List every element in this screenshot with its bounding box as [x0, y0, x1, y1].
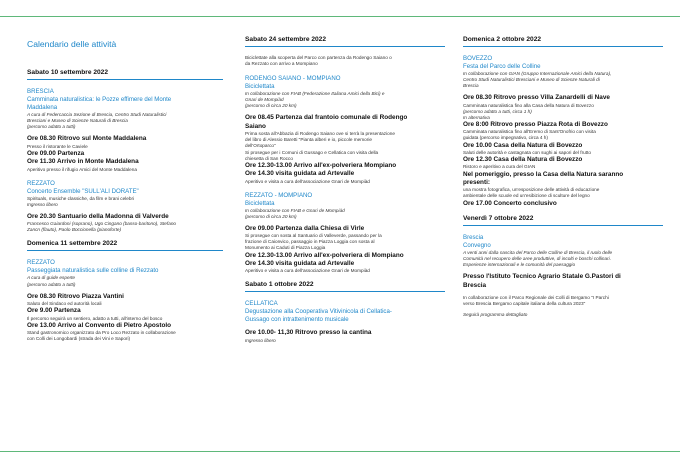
date-heading: Domenica 11 settembre 2022	[27, 240, 223, 251]
event-title: Concerto Ensemble "SULL'ALI DORATE"	[27, 187, 139, 195]
event-detail: guidata (percorso impegnativo, circa 4 h)	[463, 135, 548, 141]
event-detail: chiesetta di San Rocco	[245, 155, 293, 161]
event-title: Degustazione alla Cooperativa Vitivinicola di Cellatica-	[245, 308, 392, 316]
event-note: (percorso adatto a tutti)	[27, 124, 76, 130]
event-time: Ore 8:00 Ritrovo presso Piazza Rota di Bovezzo	[463, 120, 608, 128]
event-detail: Spirituals, musiche classiche, da film e brani celebri	[27, 195, 135, 201]
event-place: REZZATO	[27, 259, 55, 267]
event-note: (percorso di circa 20 km)	[245, 103, 297, 109]
event-time: Ore 10.00 Casa della Natura di Bovezzo	[463, 141, 583, 149]
event-detail: frazione di Caionvico, passaggio in Piazza Loggia con sosta al	[245, 239, 375, 245]
event-time: Ore 14.30 visita guidata ad Artevalle	[245, 170, 355, 178]
event-detail: con Colli dei Longobardi (strada dei Vini e Sapori)	[27, 336, 131, 342]
page-title: Calendario delle attività	[27, 39, 117, 49]
event-detail: Monumento ai Caduti di Piazza Loggia	[245, 245, 326, 251]
event-title: Gussago con intrattenimento musicale	[245, 316, 349, 324]
event-note: In alternativa	[463, 114, 490, 120]
event-detail: Si prosegue per i Comuni di Gussago e Cellatica con visita della	[245, 149, 379, 155]
event-note: Centro Studi Naturalistici Bresciani e Museo di Scienze Naturali di	[463, 77, 600, 83]
event-note: Bresciani e Museo di Scienze Naturali di Brescia	[27, 118, 128, 124]
event-time: Ore 10.00- 11,30 Ritrovo presso la cantina	[245, 329, 372, 337]
column-1	[27, 36, 223, 349]
event-time: Ore 9.00 Partenza	[27, 307, 81, 315]
event-time: Ore 11.30 Arrivo in Monte Maddalena	[27, 158, 139, 166]
event-place: BRESCIA	[27, 88, 54, 95]
top-divider	[0, 16, 680, 17]
event-detail: In collaborazione con il Parco Regionale dei Colli di Bergamo "I Parchi	[463, 295, 609, 301]
event-cellatica	[245, 300, 445, 344]
event-time: Nel pomeriggio, presso la Casa della Natura saranno	[463, 170, 624, 178]
event-detail: ambientale delle scuole ed un'esibizione di sculture del legno	[463, 193, 590, 199]
event-note: Seguirà programma dettagliato	[463, 312, 528, 318]
event-note: (percorso di circa 20 km)	[245, 213, 297, 219]
event-rezzato-ride	[245, 192, 445, 275]
event-detail: Saluto del Sindaco ed autorità locali	[27, 301, 102, 307]
event-title: Passeggiata naturalistica sulle colline di Rezzato	[27, 267, 159, 275]
event-detail: Il percorso seguirà un sentiero, adatto a tutti, all'interno del bosco	[27, 315, 163, 321]
event-time: Ore 09.00 Partenza	[27, 149, 85, 157]
event-time: Ore 12.30-13.00 Arrivo all'ex-polveriera di Mompiano	[245, 251, 404, 259]
event-detail: Stand gastronomico organizzato da Pro Loco Rezzato in collaborazione	[27, 330, 176, 336]
event-title: Festa del Parco delle Colline	[463, 63, 541, 70]
date-heading: Sabato 1 ottobre 2022	[245, 281, 445, 292]
date-heading: Venerdì 7 ottobre 2022	[463, 215, 663, 226]
event-time: Ore 09.00 Partenza dalla Chiesa di Virle	[245, 224, 365, 232]
event-detail: Aperitivo e visita a cura dell'associazione Gnari de Mompiàd	[245, 178, 370, 184]
event-detail: Aperitivo e visita a cura dell'associazione Gnari de Mompiàd	[245, 268, 370, 274]
event-note: Comunità nel recupero delle aree produttive, di incolti e boschi collinari.	[463, 256, 611, 262]
event-rezzato-concert	[27, 180, 223, 234]
event-note: (percorso adatto a tutti, circa 1 h)	[463, 108, 532, 114]
event-detail: Si prosegue con sosta al Santuario di Valleverde, passando per la	[245, 233, 382, 239]
event-title: Camminata naturalistica: le Pozze effimere del Monte	[27, 96, 172, 103]
event-detail: Ristoro e aperitivo a cura del GIAN	[463, 164, 536, 170]
event-time: Ore 12.30-13.00 Arrivo all'ex-polveriera Mompiano	[245, 161, 397, 169]
event-time: Ore 14.30 visita guidata ad Artevalle	[245, 259, 355, 267]
column-2	[245, 36, 445, 351]
event-place: RODENGO SAIANO - MOMPIANO	[245, 75, 341, 83]
event-convegno	[463, 234, 663, 318]
event-time: Ore 08.45 Partenza dal frantoio comunale di Rodengo	[245, 114, 408, 122]
date-heading: Sabato 10 settembre 2022	[27, 69, 223, 80]
event-bovezzo	[463, 55, 663, 208]
event-title: Maddalena	[27, 104, 58, 111]
event-time: Ore 17.00 Concerto conclusivo	[463, 199, 557, 207]
event-detail: Presso il ristorante le Caviele	[27, 143, 88, 149]
event-title: Convegno	[463, 241, 491, 249]
event-note: Ingresso libero	[27, 201, 58, 207]
event-place: REZZATO - MOMPIANO	[245, 191, 313, 199]
event-note: Ingresso libero	[245, 337, 276, 343]
event-detail: una mostra fotografica, un'esposizione delle attività di educazione	[463, 187, 600, 193]
event-time: Presso l'Istituto Tecnico Agrario Statale G.Pastori di	[463, 273, 621, 281]
event-detail: del libro di Alessio Baretti "Pianta alberi e io, piccole memorie	[245, 137, 372, 143]
event-place: BOVEZZO	[463, 55, 493, 62]
event-time: presenti:	[463, 178, 490, 186]
event-title: Biciclettata	[245, 199, 275, 207]
event-place: REZZATO	[27, 179, 55, 187]
column-3	[463, 36, 663, 325]
event-place: CELLATICA	[245, 300, 278, 308]
event-time: Ore 08.30 Ritrovo Piazza Vantini	[27, 292, 124, 300]
bottom-divider	[0, 451, 680, 452]
event-detail: Prima sosta all'Abbazia di Rodengo Saiano ove si terrà la presentazione	[245, 131, 395, 137]
event-rezzato-walk	[27, 259, 223, 342]
event-note: Gnari de Mompiàd	[245, 97, 284, 103]
event-note: In collaborazione con FIAB (Federazione Italiana Amici della Bici) e	[245, 91, 385, 97]
event-detail: Camminata naturalistica fino all'Eremo di Sant'Onofrio con visita	[463, 129, 596, 135]
event-brescia	[27, 88, 223, 173]
event-note: A cura di guide esperte	[27, 275, 76, 281]
event-time: Ore 20.30 Santuario della Madonna di Valverde	[27, 212, 169, 220]
intro-text: da Rezzato con arrivo a Mompiano	[245, 61, 318, 67]
date-heading: Domenica 2 ottobre 2022	[463, 36, 663, 47]
event-title: Biciclettata	[245, 83, 275, 91]
event-place: Brescia	[463, 233, 484, 241]
event-detail: dell'Ortoparco"	[245, 143, 276, 149]
event-note: Esperienze internazionali e le comunità del paesaggio	[463, 262, 576, 268]
event-detail: Saluti delle autorità e castagnata con sughi ai sapori del frutto	[463, 149, 591, 155]
event-note: A venti anni dalla nascita del Parco delle Colline di Brescia, il ruolo delle	[463, 249, 613, 255]
event-note: Brescia	[463, 83, 479, 89]
event-note: (percorso adatto a tutti)	[27, 281, 76, 287]
event-time: Ore 08.30 Ritrovo presso Villa Zanardelli di Nave	[463, 94, 610, 102]
date-heading: Sabato 24 settembre 2022	[245, 36, 445, 47]
event-note: In collaborazione con FIAB e Gnari de Mompiàd	[245, 207, 345, 213]
event-time: Ore 12.30 Casa della Natura di Bovezzo	[463, 156, 583, 164]
event-detail: Aperitivo presso il rifugio Amici del Monte Maddalena	[27, 166, 137, 172]
event-rodengo-ride	[245, 75, 445, 184]
intro-text: Biciclettate alla scoperta del Parco con partenza da Rodengo Saiano o	[245, 55, 392, 60]
event-time: Ore 13.00 Arrivo al Convento di Pietro Apostolo	[27, 321, 172, 329]
event-note: Francesco Gaiardoni (soprano), Ugo Cingano (basso-baritono), Stefano	[27, 221, 177, 227]
event-time: Saiano	[245, 122, 266, 130]
event-note: Zancn (flauto), Paolo Boccionella (pianoforte)	[27, 227, 122, 233]
event-detail: verso Brescia Bergamo capitale italiana della cultura 2023"	[463, 301, 586, 307]
event-detail: Camminata naturalistica fino alla Casa della Natura di Bovezzo	[463, 102, 594, 108]
event-time: Ore 08.30 Ritrovo sul Monte Maddalena	[27, 135, 147, 143]
event-time: Brescia	[463, 281, 487, 289]
event-note: A cura di Federcaccia Sezione di Brescia, Centro Studi Naturalistici	[27, 112, 167, 117]
event-note: In collaborazione con GIAN (Gruppo Internazionale Amici della Natura),	[463, 71, 612, 76]
